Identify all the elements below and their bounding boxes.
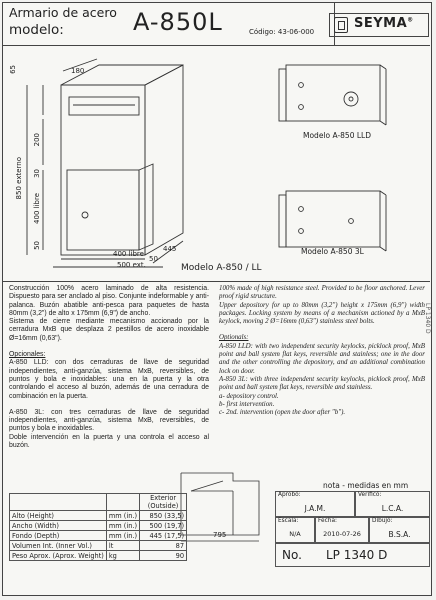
date-cell: Fecha: 2010-07-26 bbox=[315, 517, 369, 543]
approved-cell: Aprobó: J.A.M. bbox=[275, 491, 355, 517]
en-option-a: a- depository control. bbox=[219, 392, 279, 400]
model-number: A-850L bbox=[133, 8, 223, 36]
es-option-1: A-850 LLD: con dos cerraduras de llave de seguridad independientes, anti-ganzúa, sistema MxB, reversibles, de puntos y bola e inoxidables: una en la puerta y la otra controlando el acceso al buzón, además de una cerradura de combinación en la puerta. bbox=[9, 359, 209, 400]
dim-30: 30 bbox=[33, 169, 41, 178]
table-row: Peso Aprox. (Aprox. Weight) kg 90 bbox=[10, 551, 187, 561]
view2-door bbox=[286, 191, 380, 247]
technical-drawing bbox=[3, 45, 430, 281]
title-line1: Armario de acero bbox=[9, 5, 117, 20]
view1-door bbox=[286, 65, 380, 121]
caption-view2: Modelo A-850 3L bbox=[301, 247, 364, 256]
es-option-3: Doble intervención en la puerta y una controla el acceso al buzón. bbox=[9, 433, 209, 450]
brand-name: SEYMA® bbox=[354, 16, 414, 31]
section-dim: 795 bbox=[213, 531, 227, 539]
dim-50: 50 bbox=[33, 241, 41, 250]
dim-445: 445 bbox=[163, 245, 177, 253]
es-paragraph-2: Sistema de cierre mediante mecanismo accionado por la cerradura MxB que desplaza 2 pestillos de acero inoxidable Ø=16mm (0,63"). bbox=[9, 318, 209, 342]
english-column bbox=[219, 285, 425, 417]
drawn-cell: Dibujó: B.S.A. bbox=[369, 517, 430, 543]
en-option-2: A-850 3L: with three independent security keylocks, picklock proof, MxB point and ball system flat keys, reversible and stainless. bbox=[219, 375, 425, 392]
en-paragraph-1: 100% made of high resistance steel. Provided to be floor anchored. Lever proof rigid structure. bbox=[219, 285, 425, 301]
brand-logo bbox=[329, 13, 429, 37]
table-row: Volumen Int. (Inner Vol.) lt 87 bbox=[10, 541, 187, 551]
table-row: Ancho (Width) mm (in.) 500 (19,7) bbox=[10, 521, 187, 531]
section-drawing bbox=[173, 465, 273, 545]
es-option-2: A-850 3L: con tres cerraduras de llave de seguridad independientes, anti-ganzúa, sistema MxB, reversibles, de puntos y bola e inoxidables. bbox=[9, 408, 209, 433]
drawing-area bbox=[3, 45, 430, 282]
note: nota - medidas en mm bbox=[323, 481, 409, 490]
en-option-1: A-850 LLD: with two independent security keylocks, picklock proof, MxB point and ball system flat keys, reversible and stainless; one in the door and the other controlling the depository, and an additional combination lock on door. bbox=[219, 342, 425, 375]
table-row: Alto (Height) mm (in.) 850 (33,5) bbox=[10, 511, 187, 521]
number-cell: No. LP 1340 D bbox=[275, 543, 430, 567]
dim-200: 200 bbox=[33, 133, 41, 147]
title-block bbox=[275, 491, 430, 595]
title-line2: modelo: bbox=[9, 22, 64, 38]
product-code: Código: 43-06-000 bbox=[249, 28, 315, 36]
dim-50b: 50 bbox=[149, 255, 158, 263]
en-option-b: b- first intervention. bbox=[219, 400, 275, 408]
spec-sheet bbox=[2, 2, 432, 596]
dim-depth-outer: 500 ext. bbox=[117, 261, 146, 269]
es-optionals-title: Opcionales: bbox=[9, 351, 46, 359]
en-option-c: c- 2nd. intervention (open the door after "b"). bbox=[219, 409, 346, 417]
table-row: Fondo (Depth) mm (in.) 445 (17,5) bbox=[10, 531, 187, 541]
caption-view1: Modelo A-850 LLD bbox=[303, 131, 371, 140]
dim-top-width: 180 bbox=[71, 67, 85, 75]
spec-header: Exterior (Outside) bbox=[140, 494, 187, 511]
cabinet-door bbox=[67, 170, 139, 250]
header bbox=[3, 3, 430, 46]
side-code: LP 1340 D bbox=[424, 303, 431, 334]
dim-depth-inner: 400 libre bbox=[113, 250, 144, 258]
es-paragraph-1: Construcción 100% acero laminado de alta resistencia. Dispuesto para ser anclado al piso. Conjunte indeformable y anti-palanca. Buzón abatible anti-pesca para paquetes de hasta 80mm (3,2") de alto x 175mm (6,9") de ancho. bbox=[9, 285, 209, 317]
caption-main: Modelo A-850 / LL bbox=[181, 263, 262, 273]
dim-400: 400 libre bbox=[33, 193, 41, 224]
en-paragraph-2: Upper depository for up to 80mm (3,2") height x 175mm (6,9") width packages. Locking system by means of a mechanism actioned by a MxB keylock, moving 2 Ø=16mm (0,63") stainless steel bolts. bbox=[219, 301, 425, 326]
spanish-column bbox=[9, 285, 209, 450]
dim-850: 850 externo bbox=[15, 157, 23, 200]
spec-table bbox=[9, 493, 187, 561]
cabinet-side bbox=[145, 65, 183, 255]
scale-cell: Escala: N/A bbox=[275, 517, 315, 543]
verified-cell: Verificó: L.C.A. bbox=[355, 491, 430, 517]
dim-65: 65 bbox=[9, 65, 17, 74]
en-optionals-title: Optionals: bbox=[219, 334, 249, 342]
safe-icon bbox=[334, 17, 348, 33]
